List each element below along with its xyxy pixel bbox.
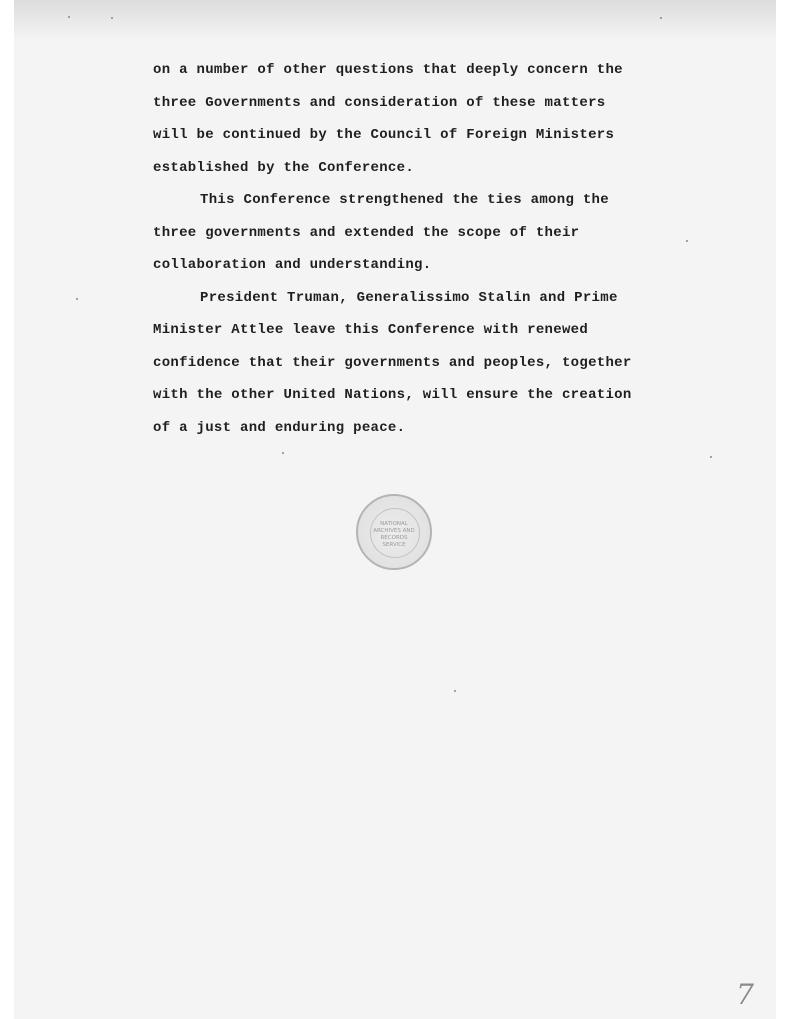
text-line: established by the Conference.: [153, 159, 415, 176]
text-line: on a number of other questions that deeply concern the: [153, 62, 623, 78]
paper-speck: [76, 298, 78, 300]
text-line: of a just and enduring peace.: [153, 419, 406, 436]
stamp-line: SERVICE: [382, 542, 406, 548]
paper-speck: [710, 456, 712, 458]
body-text: [153, 56, 713, 446]
text-line: Minister Attlee leave this Conference with renewed: [153, 322, 589, 338]
paper-speck: [660, 17, 662, 19]
text-line: three Governments and consideration of these matters: [153, 94, 606, 111]
paper-speck: [68, 16, 70, 18]
stamp-line: RECORDS: [380, 535, 408, 541]
stamp-line: NATIONAL: [380, 521, 408, 527]
text-line: three governments and extended the scope of their: [153, 224, 580, 241]
stamp-text: [358, 521, 430, 549]
document-page: [14, 0, 776, 1019]
text-line: with the other United Nations, will ensure the creation: [153, 387, 632, 403]
paper-speck: [111, 17, 113, 19]
text-line: confidence that their governments and peoples, together: [153, 354, 632, 371]
text-line: This Conference strengthened the ties among the: [200, 192, 609, 208]
paper-speck: [686, 240, 688, 242]
page-number: 7: [736, 978, 754, 1011]
paper-speck: [282, 452, 284, 454]
text-line: will be continued by the Council of Foreign Ministers: [153, 127, 615, 143]
text-line: President Truman, Generalissimo Stalin and Prime: [200, 289, 618, 306]
paper-speck: [454, 690, 456, 692]
text-line: collaboration and understanding.: [153, 257, 432, 273]
archive-stamp: [356, 494, 432, 570]
stamp-line: ARCHIVES AND: [373, 528, 415, 534]
